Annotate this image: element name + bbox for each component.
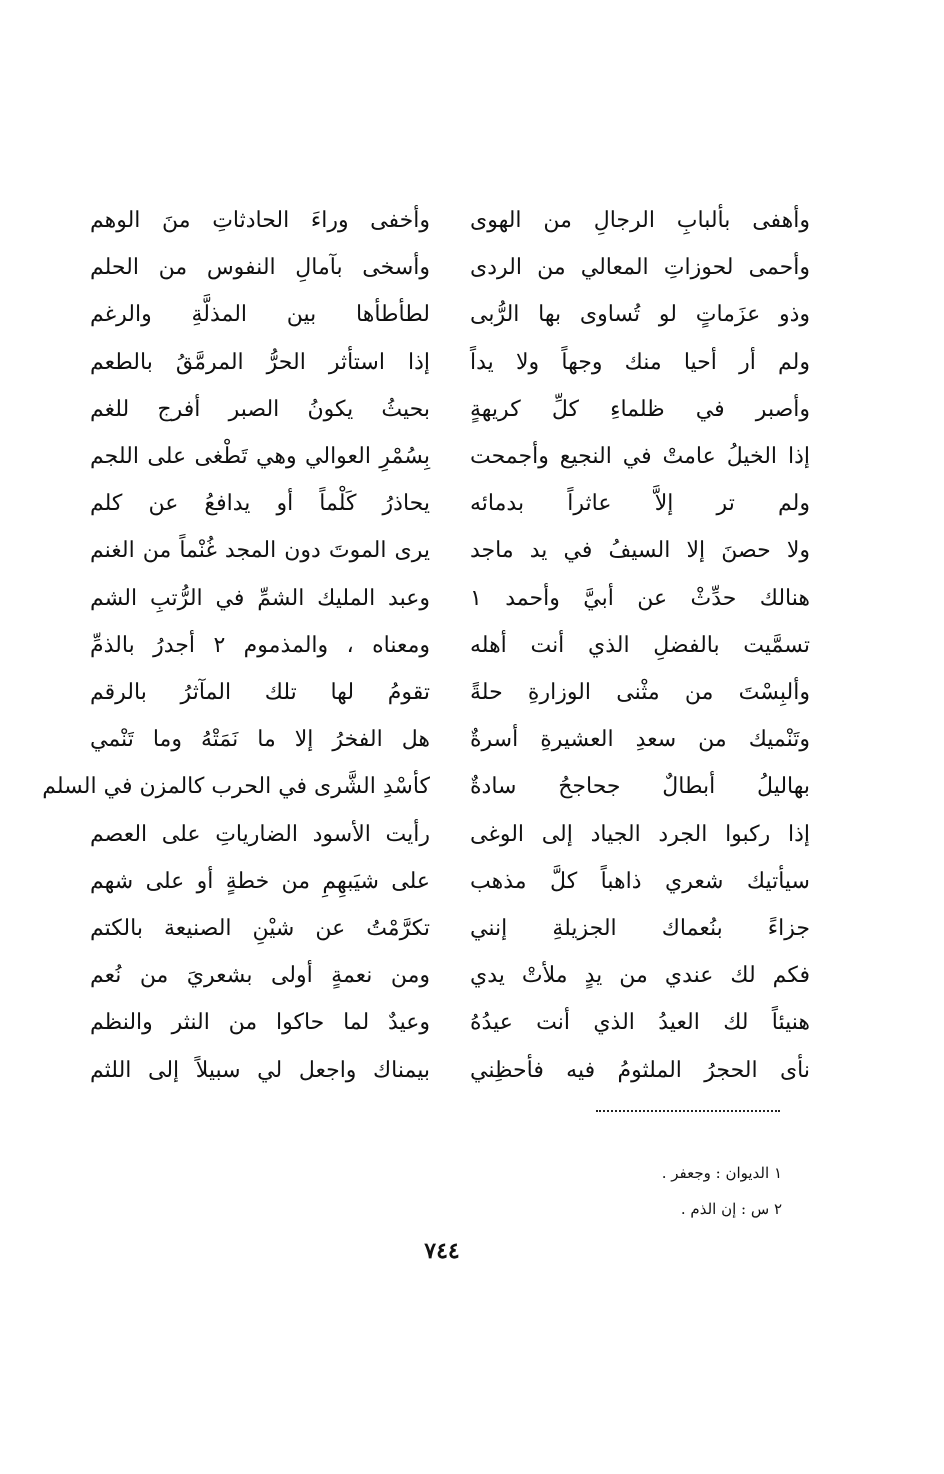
verse-text: لطأطأها بين المذلَّةِ والرغم <box>90 302 430 328</box>
verse-text: وأهفى بألبابِ الرجالِ من الهوى <box>470 208 810 233</box>
verse-second-hemistich <box>90 290 430 340</box>
verse-first-hemistich <box>470 479 810 529</box>
verse-text: ولم أر أحيا منك وجهاً ولا يداً <box>470 349 810 375</box>
verse-first-hemistich <box>470 1046 810 1096</box>
verse-text: رأيت الأسود الضارياتِ على العصم <box>90 821 430 847</box>
verse-text: هنيئاً لك العيدُ الذي أنت عيدُهُ <box>470 1010 810 1036</box>
verse-text: بهاليلُ أبطالٌ جحاجحُ سادةٌ <box>470 774 810 800</box>
verse-second-hemistich <box>90 196 430 246</box>
verse-text: وألبِسْتَ من مثْنى الوزارةِ حلةً <box>470 680 810 705</box>
verse-text: ولم تر إلاَّ عاثراً بدمائه <box>470 491 810 517</box>
verse-text: تكرَّمْتُ عن شيْنِ الصنيعة بالكتم <box>90 916 430 941</box>
verse-text: وتَنْميك من سعدِ العشيرةِ أسرةٌ <box>470 727 810 753</box>
verse-second-hemistich <box>42 762 430 812</box>
verse-second-hemistich <box>90 715 430 765</box>
verse-second-hemistich <box>90 998 430 1048</box>
verse-first-hemistich <box>470 432 810 482</box>
verse-text: وأخفى وراءَ الحادثاتِ منَ الوهم <box>90 208 430 233</box>
verse-second-hemistich <box>90 668 430 718</box>
verse-text: إذا ركبوا الجرد الجياد إلى الوغى <box>470 821 810 847</box>
verse-second-hemistich <box>90 432 430 482</box>
verse-first-hemistich <box>470 715 810 765</box>
verse-text: تسمَّيت بالفضلِ الذي أنت أهله <box>470 632 810 658</box>
verse-text: بيمناك واجعل لي سبيلاً إلى اللثم <box>90 1057 430 1083</box>
verse-text: إذا الخيلُ عامتْ في النجيع وأجمحت <box>470 444 810 469</box>
verse-text: وعبد المليك الشمِّ في الرُّتبِ الشم <box>90 585 430 611</box>
verse-text: وأصبر في ظلماءِ كلِّ كريهةٍ <box>470 396 810 422</box>
footnote-2: ٢ س : إن الذم . <box>680 1200 782 1218</box>
verse-second-hemistich <box>90 574 430 624</box>
footnote-separator <box>596 1110 780 1112</box>
verse-first-hemistich <box>470 621 810 671</box>
footnote-1: ١ الديوان : وجعفر . <box>661 1164 782 1182</box>
verse-first-hemistich <box>470 385 810 435</box>
verse-text: إذا استأثر الحرُّ المرمَّقُ بالطعم <box>90 349 430 375</box>
verse-text: جزاءً بنُعماك الجزيلةِ إنني <box>470 916 810 941</box>
verse-first-hemistich <box>470 243 810 293</box>
verse-text: وأحمى لحوزاتِ المعالي من الردى <box>470 255 810 281</box>
verse-text: وذو عزَماتٍ لو تُساوى بها الرُّبى <box>470 302 810 328</box>
verse-text: هنالك حدِّثْ عن أبيَّ وأحمد ١ <box>470 585 810 611</box>
verse-first-hemistich <box>470 998 810 1048</box>
verse-text: ومعناه ، والمذموم ٢ أجدرُ بالذمِّ <box>90 632 430 658</box>
verse-text: بحيثُ يكونُ الصبر أفرج للغم <box>90 396 430 422</box>
verse-first-hemistich <box>470 290 810 340</box>
verse-second-hemistich <box>90 621 430 671</box>
verse-text: يحاذرُ كَلْماً أو يدافعُ عن كلم <box>90 491 430 517</box>
verse-second-hemistich <box>90 857 430 907</box>
verse-first-hemistich <box>470 574 810 624</box>
page-number: ٧٤٤ <box>424 1238 460 1264</box>
verse-text: وأسخى بآمالِ النفوس من الحلم <box>90 255 430 281</box>
verse-text: سيأتيك شعري ذاهباً كلَّ مذهب <box>470 868 810 894</box>
verse-text: ومن نعمةٍ أولى بشعريَ من نُعم <box>90 963 430 989</box>
verse-first-hemistich <box>470 810 810 860</box>
verse-second-hemistich <box>90 951 430 1001</box>
verse-second-hemistich <box>90 243 430 293</box>
verse-second-hemistich <box>90 338 430 388</box>
verse-second-hemistich <box>90 904 430 954</box>
verse-second-hemistich <box>90 526 430 576</box>
footnotes <box>560 1155 782 1227</box>
verse-text: ولا حصنَ إلا السيفُ في يد ماجد <box>470 538 810 564</box>
verse-second-hemistich <box>90 479 430 529</box>
verse-second-hemistich <box>90 1046 430 1096</box>
verse-first-hemistich <box>470 857 810 907</box>
verse-text: نأى الحجرُ الملثومُ فيه فأحظِني <box>470 1057 810 1083</box>
poem-body <box>42 196 810 1096</box>
verse-first-hemistich <box>470 951 810 1001</box>
verse-text: كأسْدِ الشَّرى في الحرب كالمزن في السلم <box>42 774 430 800</box>
verse-first-hemistich <box>470 668 810 718</box>
verse-text: تقومُ لها تلك المآثرُ بالرقم <box>90 680 430 705</box>
verse-first-hemistich <box>470 338 810 388</box>
verse-first-hemistich <box>470 762 810 812</box>
verse-first-hemistich <box>470 904 810 954</box>
verse-second-hemistich <box>90 810 430 860</box>
verse-text: يرى الموتَ دون المجد غُنْماً من الغنم <box>90 538 430 564</box>
verse-text: هل الفخرُ إلا ما نَمَتْهُ وما تَنْمي <box>90 727 430 753</box>
verse-first-hemistich <box>470 526 810 576</box>
verse-second-hemistich <box>90 385 430 435</box>
verse-text: بِسُمْرِ العوالي وهي تَطْغى على اللجم <box>90 444 430 469</box>
verse-text: على شيَبهِمِ من خطةٍ أو على شهم <box>90 868 430 894</box>
verse-text: وعيدٌ لما حاكوا من النثر والنظم <box>90 1010 430 1036</box>
verse-text: فكم لك عندي من يدٍ ملأتْ يدي <box>470 963 810 989</box>
verse-first-hemistich <box>470 196 810 246</box>
